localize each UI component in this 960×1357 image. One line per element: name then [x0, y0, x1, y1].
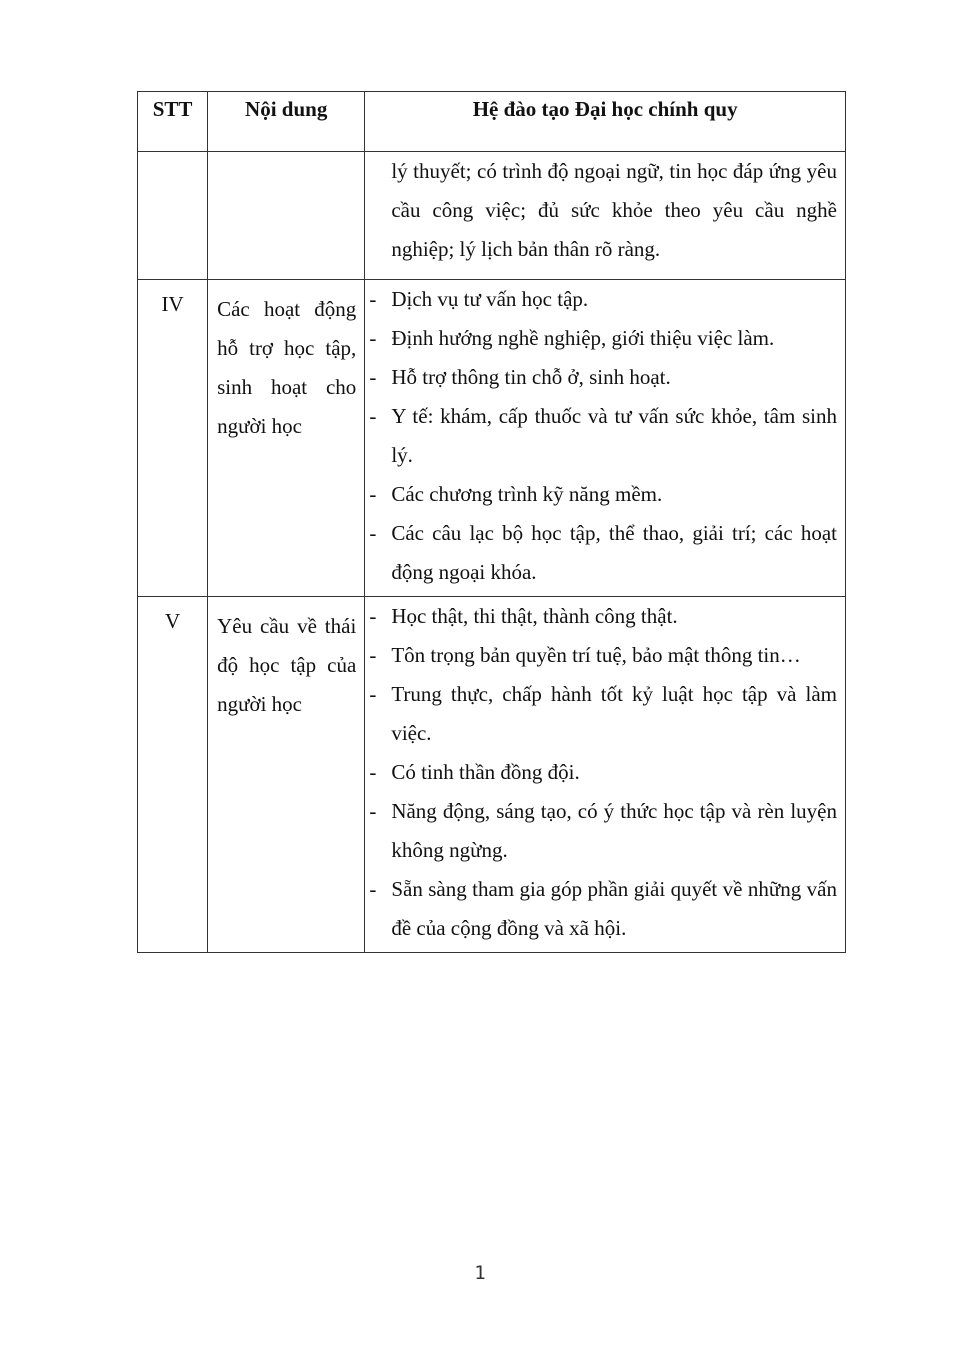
program-info-table	[137, 91, 846, 953]
item-list	[365, 280, 845, 596]
cell-noi-dung-empty	[208, 152, 365, 280]
header-noi-dung: Nội dung	[208, 92, 365, 152]
list-item: - Trung thực, chấp hành tốt kỷ luật học tập và làm việc.	[391, 675, 837, 753]
cell-noi-dung: Các hoạt động hỗ trợ học tập, sinh hoạt cho người học	[208, 280, 365, 597]
list-item: - Sẵn sàng tham gia góp phần giải quyết về những vấn đề của cộng đồng và xã hội.	[391, 870, 837, 948]
cell-stt-empty	[138, 152, 208, 280]
item-list	[365, 597, 845, 952]
list-item: - Y tế: khám, cấp thuốc và tư vấn sức khỏe, tâm sinh lý.	[391, 397, 837, 475]
list-item: - Các câu lạc bộ học tập, thể thao, giải trí; các hoạt động ngoại khóa.	[391, 514, 837, 592]
list-item: - Có tinh thần đồng đội.	[391, 753, 837, 792]
header-stt: STT	[138, 92, 208, 152]
list-item: - Học thật, thi thật, thành công thật.	[391, 597, 837, 636]
list-item: - Dịch vụ tư vấn học tập.	[391, 280, 837, 319]
table-row	[138, 597, 846, 953]
table-header-row	[138, 92, 846, 152]
header-he-dao-tao: Hệ đào tạo Đại học chính quy	[365, 92, 846, 152]
cell-items	[365, 597, 846, 953]
cell-noi-dung: Yêu cầu về thái độ học tập của người học	[208, 597, 365, 953]
list-item: - Hỗ trợ thông tin chỗ ở, sinh hoạt.	[391, 358, 837, 397]
cell-stt: IV	[138, 280, 208, 597]
cell-items	[365, 280, 846, 597]
cell-continuation-text: lý thuyết; có trình độ ngoại ngữ, tin học đáp ứng yêu cầu công việc; đủ sức khỏe theo yêu cầu nghề nghiệp; lý lịch bản thân rõ ràng.	[365, 152, 846, 280]
list-item: - Các chương trình kỹ năng mềm.	[391, 475, 837, 514]
list-item: - Năng động, sáng tạo, có ý thức học tập và rèn luyện không ngừng.	[391, 792, 837, 870]
table-row-continuation	[138, 152, 846, 280]
table-row	[138, 280, 846, 597]
list-item: - Định hướng nghề nghiệp, giới thiệu việc làm.	[391, 319, 837, 358]
page-number: 1	[474, 1262, 486, 1284]
cell-stt: V	[138, 597, 208, 953]
list-item: - Tôn trọng bản quyền trí tuệ, bảo mật thông tin…	[391, 636, 837, 675]
